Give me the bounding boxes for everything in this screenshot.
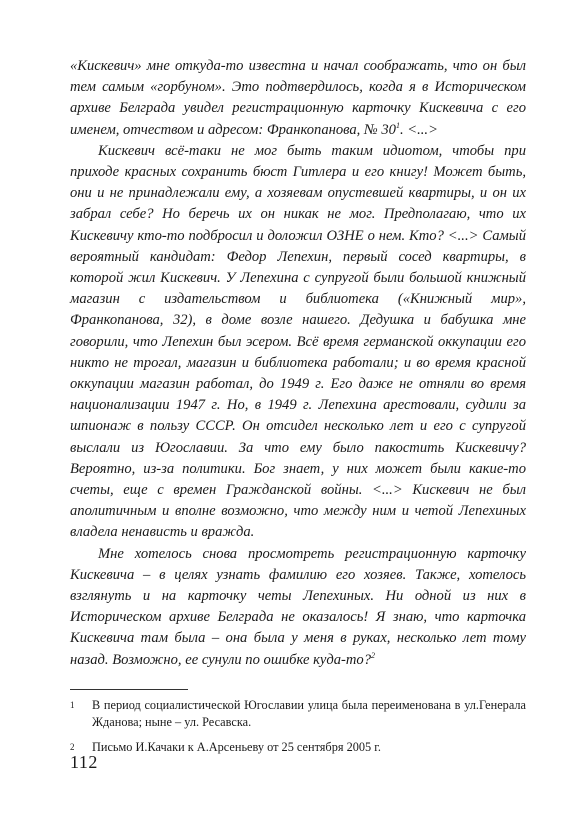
paragraph-1-tail: . <...> [399,121,438,138]
paragraph-3 [70,544,526,671]
footnote-1-text: В период социалистической Югославии улица была переименована в ул.Генерала Жданова; ныне – ул. Ресавска. [92,697,526,729]
footnote-ref-1: 1 [395,120,400,130]
paragraph-1 [70,56,526,141]
main-text [70,56,526,671]
paragraph-2-text: Кискевич всё-таки не мог быть таким идиотом, чтобы при приходе красных сохранить бюст Гитлера и его книгу! Может быть, они и не принадлежали ему, а хозяевам опустевшей квартиры, и он их забрал себе? Но беречь их он никак не мог. Предполагаю, что их Кискевичу кто-то подбросил и доложил ОЗНЕ о нем. Кто? <...> Самый вероятный кандидат: Федор Лепехин, первый сосед квартиры, в которой жил Кискевич. У Лепехина с супругой были большой книжный магазин с издательством и библиотека («Книжный мир», Франкопанова, 32), в доме возле нашего. Дедушка и бабушка мне говорили, что Лепехин был эсером. Всё время германской оккупации его никто не трогал, магазин и библиотека работали; и во время красной оккупации магазин работал, до 1949 г. Его даже не отняли во время национализации 1947 г. Но, в 1949 г. Лепехина арестовали, судили за шпионаж в пользу СССР. Он отсидел несколько лет и его с супругой выслали из Югославии. За что ему было пакостить Кискевичу? Вероятно, из-за политики. Бог знает, у них может были какие-то счеты, еще с времен Гражданской войны. <...> Кискевич не был аполитичным и вполне возможно, что между ним и четой Лепехиных владела ненависть и вражда. [70,142,526,541]
book-page [70,56,526,764]
paragraph-1-text: «Кискевич» мне откуда-то известна и начал соображать, что он был тем самым «горбуном». Это подтвердилось, когда я в Историческом архиве Белграда увидел регистрационную карточку Кискевича с его именем, отчеством и адресом: Франкопанова, № 30 [70,58,526,138]
footnote-2-text: Письмо И.Качаки к А.Арсеньеву от 25 сентября 2005 г. [92,739,381,754]
footnote-divider [70,689,188,690]
footnote-ref-2: 2 [371,650,376,660]
footnote-1-number: 1 [70,699,75,710]
footnote-2-number: 2 [70,741,75,752]
page-number: 112 [70,752,98,772]
paragraph-3-text: Мне хотелось снова просмотреть регистрационную карточку Кискевича – в целях узнать фамилию его хозяев. Также, хотелось взглянуть и на карточку четы Лепехиных. Ни одной из них в Историческом архиве Белграда не оказалось! Я знаю, что карточка Кискевича там была – она была у меня в руках, несколько лет тому назад. Возможно, ее сунули по ошибке куда-то? [70,545,526,668]
footnote-2 [70,739,526,756]
paragraph-2 [70,141,526,544]
footnote-1 [70,697,526,731]
